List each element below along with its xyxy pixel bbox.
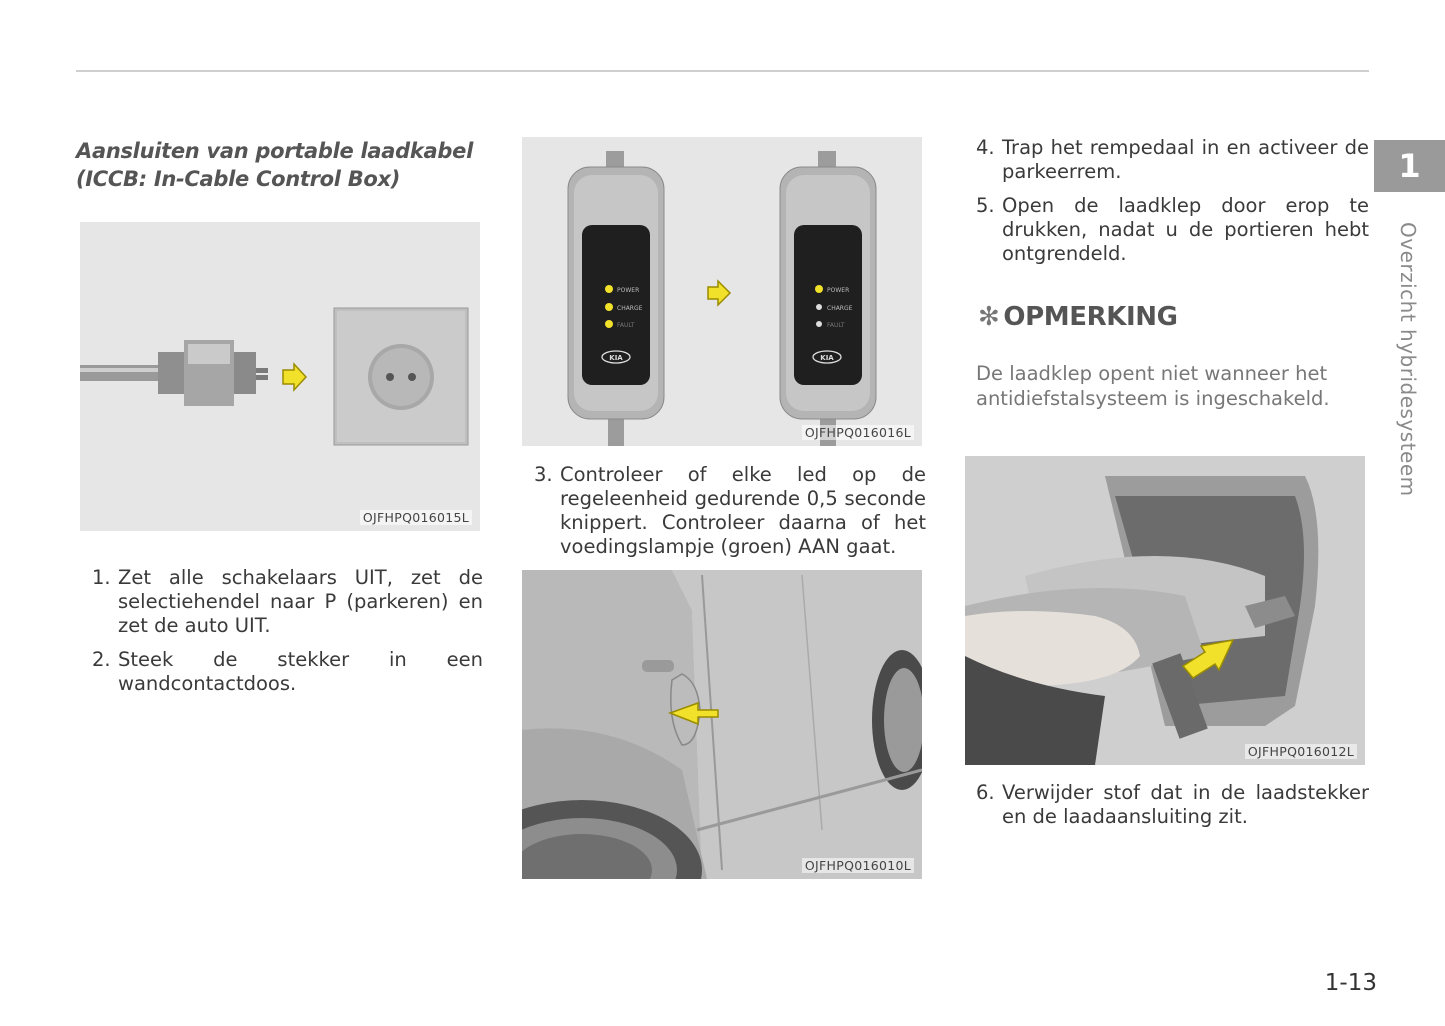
charge-port-illustration [965, 456, 1365, 765]
heading-line-1: Aansluiten van portable laadkabel [76, 139, 473, 163]
step-text: Steek de stekker in een wandcontactdoos. [118, 648, 483, 695]
list-item [976, 781, 1369, 829]
steps-right-2 [976, 781, 1369, 839]
step-number: 1. [92, 566, 111, 589]
list-item [534, 463, 926, 559]
step-number: 2. [92, 648, 111, 671]
list-item [976, 136, 1369, 184]
plug-illustration [80, 222, 480, 531]
led-label-charge: CHARGE [827, 305, 853, 312]
brand-logo: KIA [820, 354, 834, 362]
steps-right [976, 136, 1369, 276]
step-number: 3. [534, 463, 553, 486]
top-rule [76, 70, 1369, 72]
figure-code: OJFHPQ016016L [802, 425, 914, 440]
brand-logo: KIA [609, 354, 623, 362]
note-body: De laadklep opent niet wanneer het antidiefstalsysteem is ingeschakeld. [976, 362, 1330, 410]
list-item [92, 648, 483, 696]
figure-code: OJFHPQ016010L [802, 858, 914, 873]
car-flap-illustration [522, 570, 922, 879]
step-text: Zet alle schakelaars UIT, zet de selectiehendel naar P (parkeren) en zet de auto UIT. [118, 566, 483, 637]
step-text: Open de laadklep door erop te drukken, nadat u de portieren hebt ontgrendeld. [1002, 194, 1369, 265]
heading-line-2: (ICCB: In-Cable Control Box) [76, 167, 401, 191]
note-title: OPMERKING [1003, 302, 1178, 332]
steps-left [92, 566, 483, 706]
section-heading [76, 137, 496, 193]
led-label-charge: CHARGE [617, 305, 643, 312]
figure-car-flap [522, 570, 922, 879]
step-text: Trap het rempedaal in en activeer de parkeerrem. [1002, 136, 1369, 183]
note-heading [978, 302, 1178, 332]
figure-code: OJFHPQ016012L [1245, 744, 1357, 759]
step-number: 4. [976, 136, 995, 159]
chapter-label: Overzicht hybridesysteem [1396, 222, 1420, 497]
step-text: Verwijder stof dat in de laadstekker en de laadaansluiting zit. [1002, 781, 1369, 828]
figure-code: OJFHPQ016015L [360, 510, 472, 525]
step-number: 6. [976, 781, 995, 804]
note-star-icon: ✻ [978, 302, 1000, 332]
steps-middle [534, 463, 926, 569]
led-label-power: POWER [617, 287, 640, 294]
figure-plug [80, 222, 480, 531]
chapter-tab: 1 [1374, 140, 1445, 192]
step-number: 5. [976, 194, 995, 217]
list-item [976, 194, 1369, 266]
page-number: 1-13 [1324, 970, 1377, 996]
led-label-power: POWER [827, 287, 850, 294]
led-label-fault: FAULT [827, 322, 845, 329]
step-text: Controleer of elke led op de regeleenheid gedurende 0,5 seconde knippert. Controleer daarna of het voedingslampje (groen) AAN gaat. [560, 463, 926, 558]
figure-charge-port [965, 456, 1365, 765]
led-label-fault: FAULT [617, 322, 635, 329]
figure-control-box [522, 137, 922, 446]
list-item [92, 566, 483, 638]
control-box-illustration [522, 137, 922, 446]
